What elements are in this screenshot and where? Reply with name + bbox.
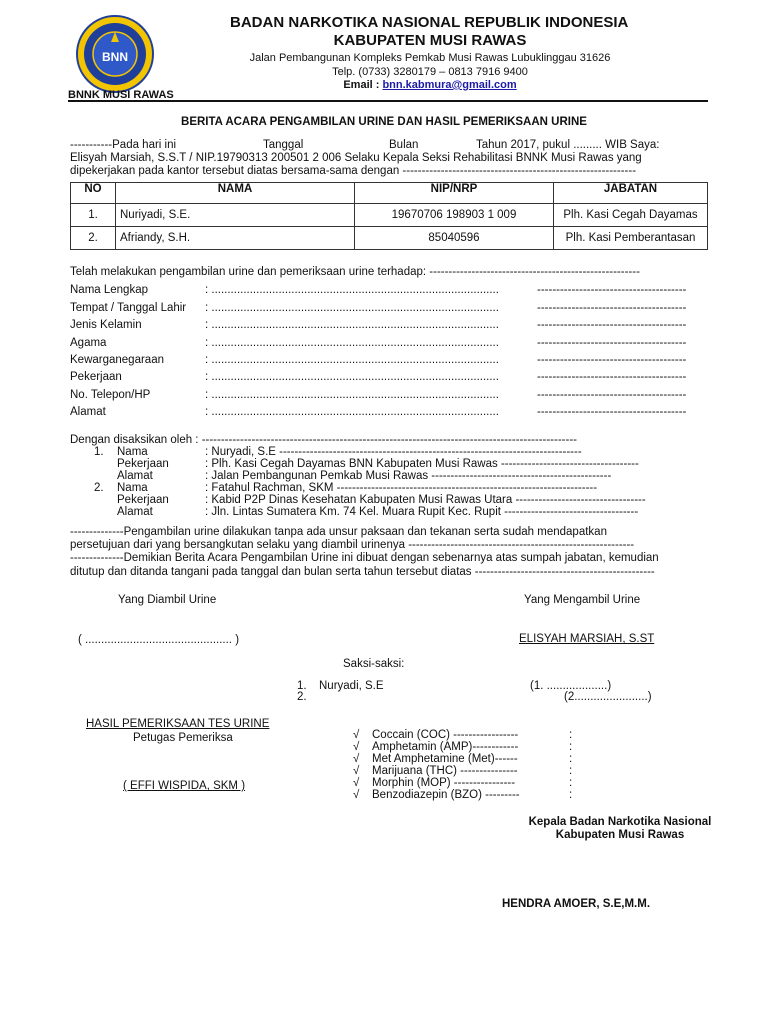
header-divider [68, 100, 708, 102]
field-dash: --------------------------------------- [537, 284, 687, 296]
logo-text: BNN [102, 50, 128, 64]
col-no: NO [71, 183, 116, 204]
table-header-row [71, 183, 708, 204]
officers-table [70, 182, 708, 250]
field-dash: --------------------------------------- [537, 337, 687, 349]
table-row [71, 204, 708, 227]
witness-number: 2. [94, 482, 104, 494]
check-icon: √ [353, 729, 360, 741]
intro-line-1c: Bulan [389, 139, 419, 151]
intro-line-1b: Tanggal [263, 139, 304, 151]
field-label: Kewarganegaraan [70, 354, 164, 366]
witness-intro: Dengan disaksikan oleh : -------------------------------------------------------------------------------------------------- [70, 434, 577, 446]
test-name: Marijuana (THC) --------------- [372, 765, 518, 777]
witness-value: : Plh. Kasi Cegah Dayamas BNN Kabupaten Musi Rawas ------------------------------------ [205, 458, 639, 470]
witness-label: Pekerjaan [117, 458, 169, 470]
closing-p2-line1: --------------Demikian Berita Acara Pengambilan Urine ini dibuat dengan sebenarnya atas sumpah jabatan, kemudian [70, 552, 659, 564]
field-label: Tempat / Tanggal Lahir [70, 302, 187, 314]
field-dots: : .......................................................................................... [205, 354, 499, 366]
right-sign-name: ELISYAH MARSIAH, S.ST [519, 633, 655, 645]
witness-value: : Kabid P2P Dinas Kesehatan Kabupaten Musi Rawas Utara ---------------------------------- [205, 494, 646, 506]
org-name: BADAN NARKOTIKA NASIONAL REPUBLIK INDONESIA [230, 14, 629, 31]
witness-label: Nama [117, 446, 148, 458]
test-result: : [569, 729, 573, 741]
org-email-line [150, 79, 710, 91]
field-dots: : .......................................................................................... [205, 371, 499, 383]
field-dash: --------------------------------------- [537, 302, 687, 314]
field-label: Pekerjaan [70, 371, 122, 383]
check-icon: √ [353, 741, 360, 753]
col-nama: NAMA [116, 183, 355, 204]
intro-line-2: Elisyah Marsiah, S.S.T / NIP.19790313 200501 2 006 Selaku Kepala Seksi Rehabilitasi BNNK Musi Rawas yang [70, 152, 642, 164]
closing-p2-line2: ditutup dan ditanda tangani pada tanggal dan bulan serta tahun tersebut diatas ----------------------------------------------- [70, 566, 655, 578]
cell-jabatan: Plh. Kasi Pemberantasan [554, 227, 708, 250]
field-dots: : .......................................................................................... [205, 284, 499, 296]
field-dash: --------------------------------------- [537, 406, 687, 418]
test-result: : [569, 741, 573, 753]
witness-value: : Nuryadi, S.E ------------------------------------------------------------------------------- [205, 446, 582, 458]
witness-label: Nama [117, 482, 148, 494]
field-dash: --------------------------------------- [537, 371, 687, 383]
test-result: : [569, 765, 573, 777]
results-subtitle: Petugas Pemeriksa [133, 732, 233, 744]
check-icon: √ [353, 777, 360, 789]
field-label: No. Telepon/HP [70, 389, 151, 401]
document-title: BERITA ACARA PENGAMBILAN URINE DAN HASIL PEMERIKSAAN URINE [181, 116, 587, 128]
field-dots: : .......................................................................................... [205, 337, 499, 349]
saksi-name: Nuryadi, S.E [319, 680, 384, 692]
org-phone: Telp. (0733) 3280179 – 0813 7916 9400 [332, 66, 528, 78]
witness-label: Pekerjaan [117, 494, 169, 506]
test-result: : [569, 753, 573, 765]
saksi-number: 2. [297, 691, 307, 703]
table-row [71, 227, 708, 250]
field-dots: : .......................................................................................... [205, 389, 499, 401]
field-dots: : .......................................................................................... [205, 302, 499, 314]
cell-no: 1. [71, 204, 116, 227]
test-result: : [569, 789, 573, 801]
head-title-1: Kepala Badan Narkotika Nasional [528, 816, 712, 828]
cell-nama: Afriandy, S.H. [116, 227, 355, 250]
examiner-name: ( EFFI WISPIDA, SKM ) [123, 780, 246, 792]
email-link[interactable]: bnn.kabmura@gmail.com [382, 79, 517, 91]
witness-label: Alamat [117, 470, 153, 482]
unit-name: BNNK MUSI RAWAS [68, 89, 174, 101]
test-name: Met Amphetamine (Met)------ [372, 753, 518, 765]
head-name: HENDRA AMOER, S.E,M.M. [502, 898, 651, 910]
results-title: HASIL PEMERIKSAAN TES URINE [86, 718, 270, 730]
saksi-number: 1. [297, 680, 307, 692]
witness-label: Alamat [117, 506, 153, 518]
field-dash: --------------------------------------- [537, 389, 687, 401]
left-sign-name: ( .............................................. ) [78, 634, 240, 646]
closing-p1-line2: persetujuan dari yang bersangkutan selaku yang diambil urinenya ----------------------------------------------------------- [70, 539, 635, 551]
cell-nama: Nuriyadi, S.E. [116, 204, 355, 227]
witness-value: : Jalan Pembangunan Pemkab Musi Rawas ----------------------------------------------- [205, 470, 612, 482]
field-label: Alamat [70, 406, 106, 418]
cell-jabatan: Plh. Kasi Cegah Dayamas [554, 204, 708, 227]
field-dots: : .......................................................................................... [205, 319, 499, 331]
witness-number: 1. [94, 446, 104, 458]
closing-p1-line1: --------------Pengambilan urine dilakukan tanpa ada unsur paksaan dan tekanan serta sudah mendapatkan [70, 526, 607, 538]
saksi-label: Saksi-saksi: [343, 658, 405, 670]
witness-value: : Jln. Lintas Sumatera Km. 74 Kel. Muara Rupit Kec. Rupit ----------------------------------- [205, 506, 639, 518]
saksi-sign: (1. ...................) [530, 680, 612, 692]
head-title-2: Kabupaten Musi Rawas [555, 829, 685, 841]
field-label: Agama [70, 337, 107, 349]
test-name: Coccain (COC) ----------------- [372, 729, 519, 741]
right-sign-label: Yang Mengambil Urine [524, 594, 641, 606]
cell-nip: 85040596 [355, 227, 554, 250]
field-label: Jenis Kelamin [70, 319, 142, 331]
field-dash: --------------------------------------- [537, 319, 687, 331]
org-address: Jalan Pembangunan Kompleks Pemkab Musi Rawas Lubuklinggau 31626 [249, 52, 611, 64]
exam-intro: Telah melakukan pengambilan urine dan pemeriksaan urine terhadap: ------------------------------------------------------- [70, 266, 640, 278]
cell-no: 2. [71, 227, 116, 250]
col-jabatan: JABATAN [554, 183, 708, 204]
intro-line-3: dipekerjakan pada kantor tersebut diatas bersama-sama dengan ------------------------------------------------------------- [70, 165, 637, 177]
check-icon: √ [353, 765, 360, 777]
witness-value: : Fatahul Rachman, SKM -------------------------------------------------------------------- [205, 482, 598, 494]
saksi-sign: (2.......................) [564, 691, 652, 703]
left-sign-label: Yang Diambil Urine [118, 594, 217, 606]
test-name: Morphin (MOP) ---------------- [372, 777, 516, 789]
field-label: Nama Lengkap [70, 284, 148, 296]
field-dots: : .......................................................................................... [205, 406, 499, 418]
intro-line-1a: -----------Pada hari ini [70, 139, 177, 151]
test-name: Benzodiazepin (BZO) --------- [372, 789, 520, 801]
test-name: Amphetamin (AMP)------------ [372, 741, 519, 753]
intro-line-1d: Tahun 2017, pukul ......... WIB Saya: [476, 139, 660, 151]
check-icon: √ [353, 753, 360, 765]
region-name: KABUPATEN MUSI RAWAS [333, 32, 527, 49]
col-nip: NIP/NRP [355, 183, 554, 204]
test-result: : [569, 777, 573, 789]
field-dash: --------------------------------------- [537, 354, 687, 366]
check-icon: √ [353, 789, 360, 801]
cell-nip: 19670706 198903 1 009 [355, 204, 554, 227]
email-label: Email : [343, 79, 383, 91]
bnn-logo [75, 14, 155, 94]
